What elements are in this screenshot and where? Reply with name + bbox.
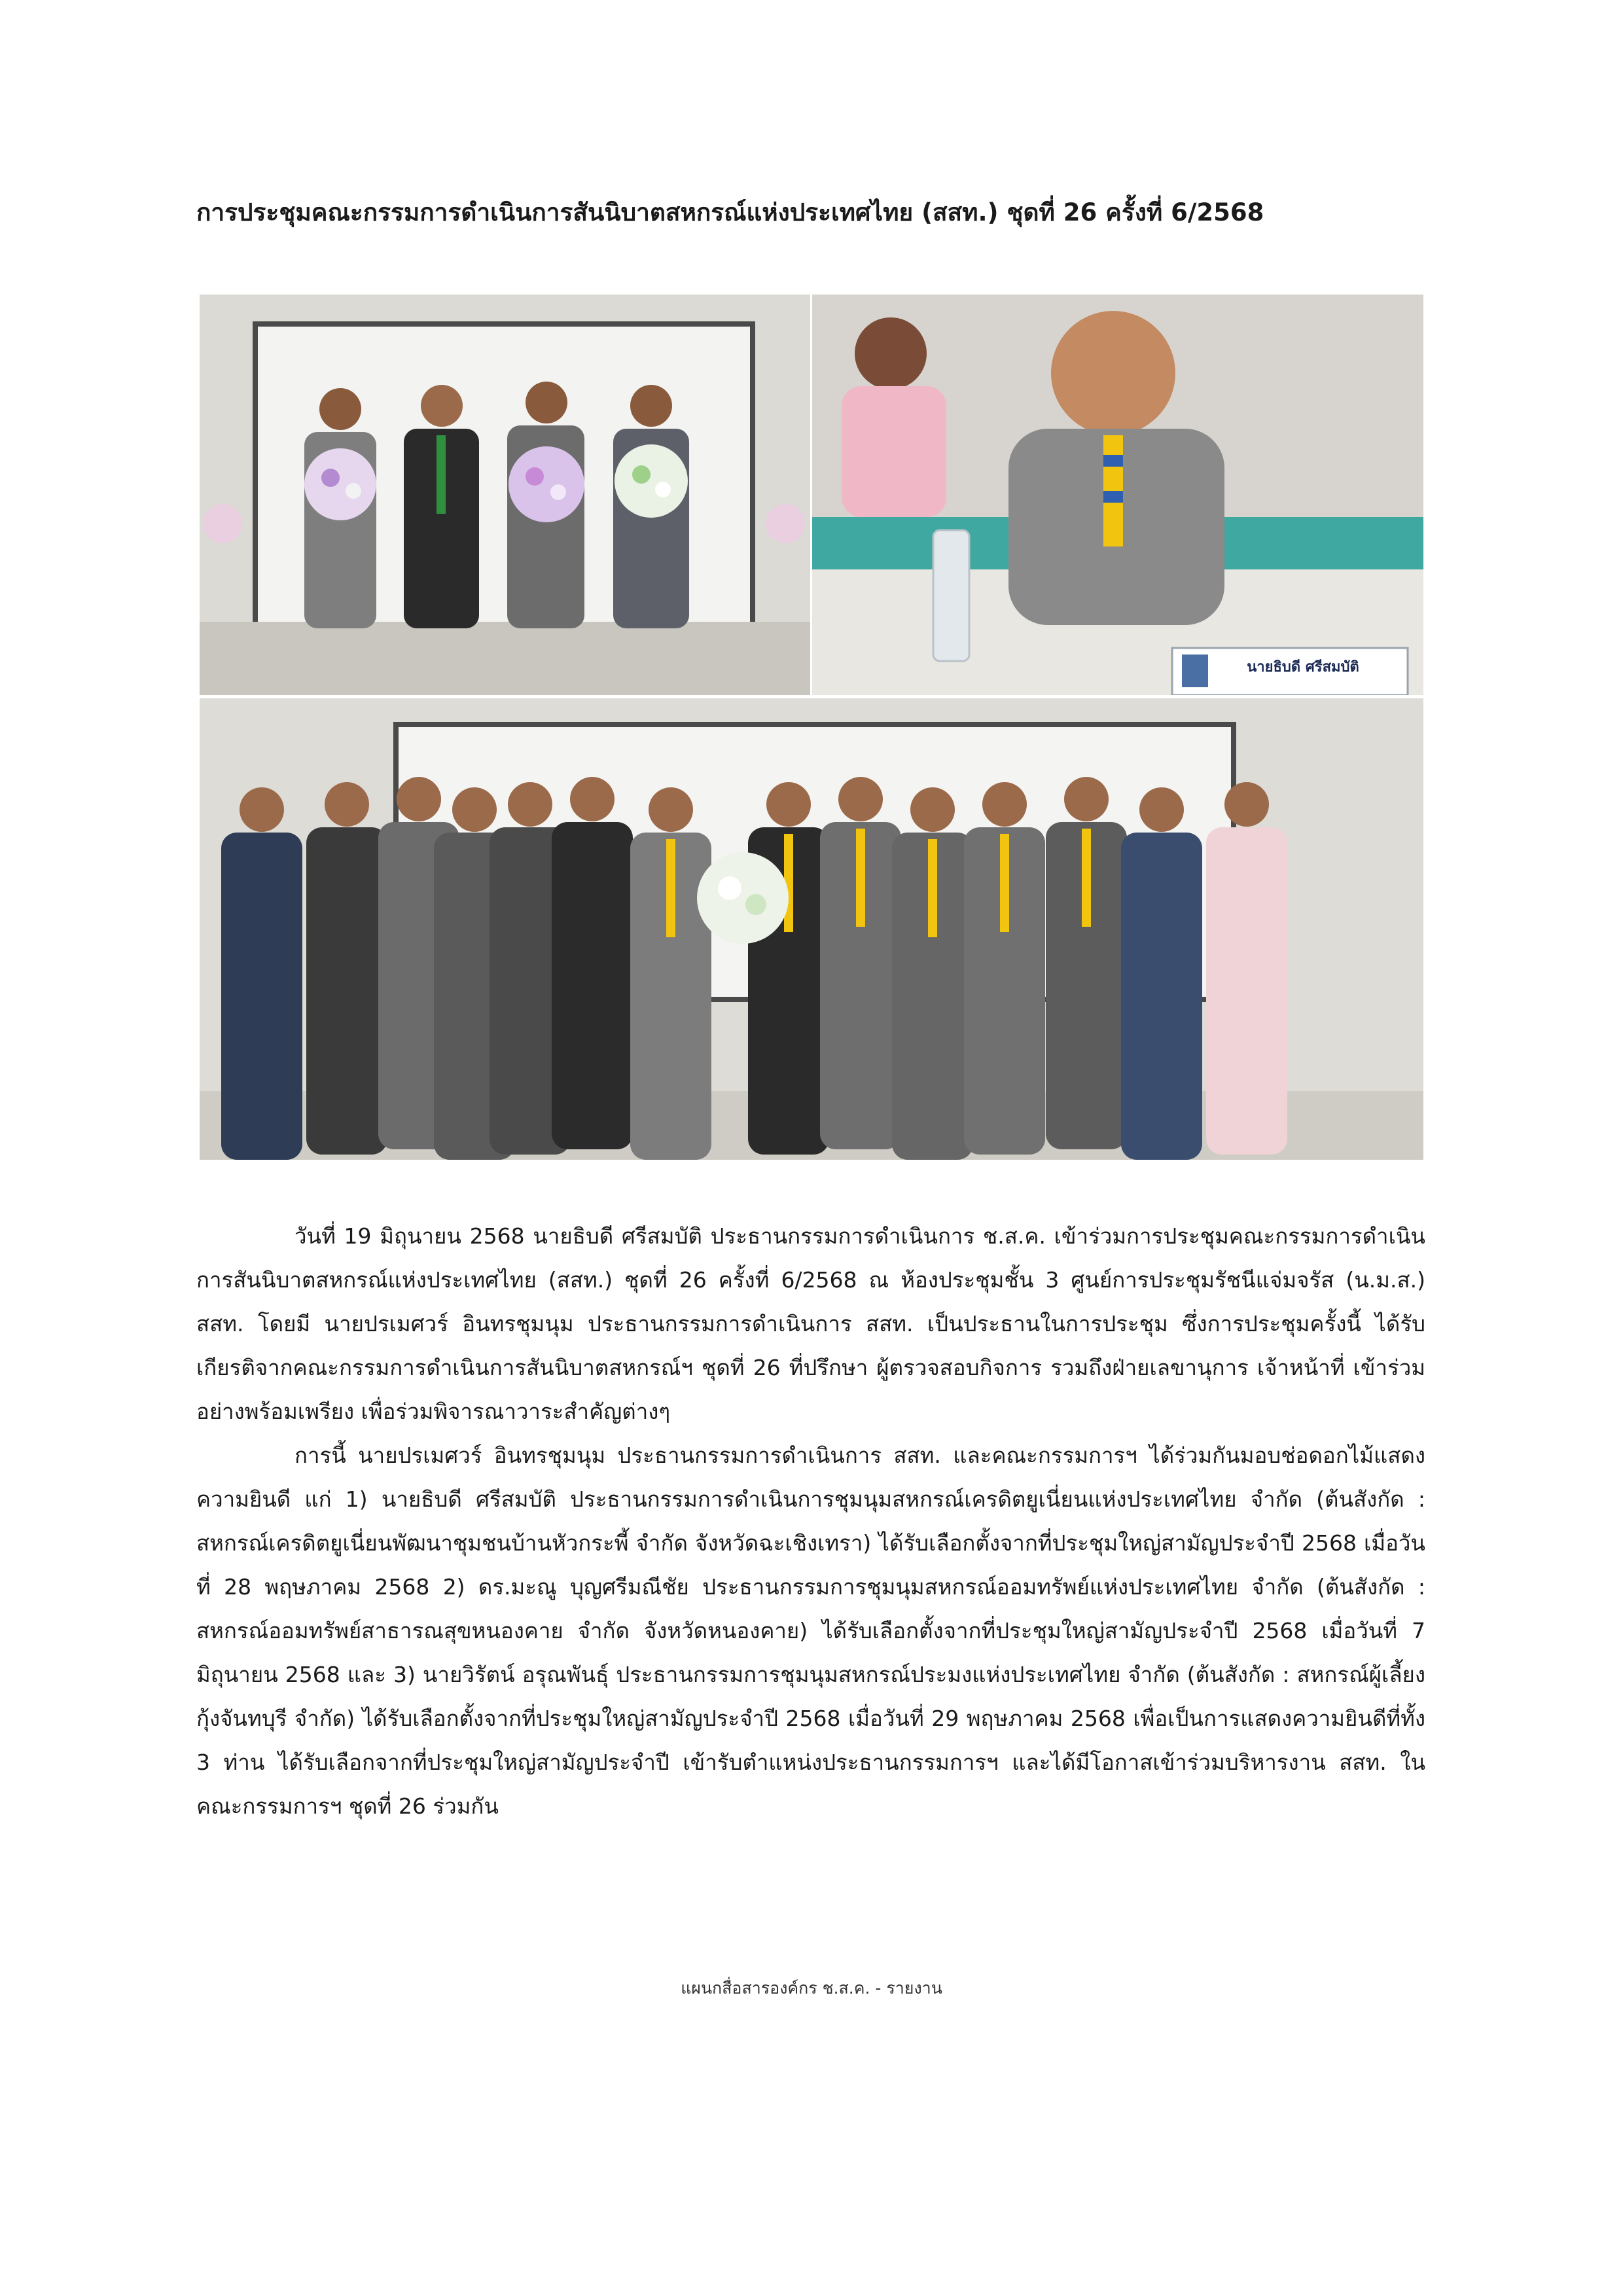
person-head [397, 777, 441, 821]
person-body [306, 827, 387, 1155]
person-body [221, 833, 302, 1160]
person-head [649, 787, 693, 832]
page-title: การประชุมคณะกรรมการดำเนินการสันนิบาตสหกรณ์แห่งประเทศไทย (สสท.) ชุดที่ 26 ครั้งที่ 6/2568 [196, 198, 1264, 226]
person-tie [1000, 834, 1009, 932]
person-body [552, 822, 633, 1149]
person-head [982, 782, 1027, 827]
person-head [508, 782, 552, 827]
person-head [1064, 777, 1109, 821]
person-head [1139, 787, 1184, 832]
person-head [325, 782, 369, 827]
paragraph-2: การนี้ นายปรเมศวร์ อินทรชุมนุม ประธานกรรมการดำเนินการ สสท. และคณะกรรมการฯ ได้ร่วมกันมอบช่อดอกไม้แสดงความยินดี แก่ 1) นายธิบดี ศรีสมบัติ ประธานกรรมการดำเนินการชุมนุมสหกรณ์เครดิตยูเนี่ยนแห่งประเทศไทย จำกัด (ต้นสังกัด : สหกรณ์เครดิตยูเนี่ยนพัฒนาชุมชนบ้านหัวกระพี้ จำกัด จังหวัดฉะเชิงเทรา) ได้รับเลือกตั้งจากที่ประชุมใหญ่สามัญประจำปี 2568 เมื่อวันที่ 28 พฤษภาคม 2568 2) ดร.มะณู บุญศรีมณีชัย ประธานกรรมการชุมนุมสหกรณ์ออมทรัพย์แห่งประเทศไทย จำกัด (ต้นสังกัด : สหกรณ์ออมทรัพย์สาธารณสุขหนองคาย จำกัด จังหวัดหนองคาย) ได้รับเลือกตั้งจากที่ประชุมใหญ่สามัญประจำปี 2568 เมื่อวันที่ 7 มิถุนายน 2568 และ 3) นายวิรัตน์ อรุณพันธุ์ ประธานกรรมการชุมนุมสหกรณ์ประมงแห่งประเทศไทย จำกัด (ต้นสังกัด : สหกรณ์ผู้เลี้ยงกุ้งจันทบุรี จำกัด) ได้รับเลือกตั้งจากที่ประชุมใหญ่สามัญประจำปี 2568 เมื่อวันที่ 29 พฤษภาคม 2568 เพื่อเป็นการแสดงความยินดีที่ทั้ง 3 ท่าน ได้รับเลือกจากที่ประชุมใหญ่สามัญประจำปี เข้ารับตำแหน่งประธานกรรมการฯ และได้มีโอกาสเข้าร่วมบริหารงาน สสท. ในคณะกรรมการฯ ชุดที่ 26 ร่วมกัน [196, 1443, 1425, 1819]
paragraph-1: วันที่ 19 มิถุนายน 2568 นายธิบดี ศรีสมบัติ ประธานกรรมการดำเนินการ ช.ส.ค. เข้าร่วมการประชุมคณะกรรมการดำเนินการสันนิบาตสหกรณ์แห่งประเทศไทย (สสท.) ชุดที่ 26 ครั้งที่ 6/2568 ณ ห้องประชุมชั้น 3 ศูนย์การประชุมรัชนีแจ่มจรัส (น.ม.ส.) สสท. โดยมี นายปรเมศวร์ อินทรชุมนุม ประธานกรรมการดำเนินการ สสท. เป็นประธานในการประชุม ซึ่งการประชุมครั้งนี้ ได้รับเกียรติจากคณะกรรมการดำเนินการสันนิบาตสหกรณ์ฯ ชุดที่ 26 ที่ปรึกษา ผู้ตรวจสอบกิจการ รวมถึงฝ่ายเลขานุการ เจ้าหน้าที่ เข้าร่วมอย่างพร้อมเพรียง เพื่อร่วมพิจารณาวาระสำคัญต่างๆ [196, 1223, 1425, 1424]
person-tie [928, 839, 937, 937]
photo-bouquet-presentation [200, 295, 810, 695]
person-head [452, 787, 497, 832]
person-head [838, 777, 883, 821]
person-tie [856, 829, 865, 927]
photo-seated-chairman [812, 295, 1423, 695]
person-head [766, 782, 811, 827]
person-head [1224, 782, 1269, 827]
person-head [570, 777, 615, 821]
person-tie [1082, 829, 1091, 927]
photo-group-committee [200, 698, 1423, 1160]
person-body [1121, 833, 1202, 1160]
page-footer: แผนกสื่อสารองค์กร ช.ส.ค. - รายงาน [681, 1979, 942, 1998]
person-head [910, 787, 955, 832]
person-body [1206, 827, 1287, 1155]
nameplate-name: นายธิบดี ศรีสมบัติ [1247, 659, 1359, 675]
article-body [196, 1214, 1425, 1828]
person-tie [666, 839, 675, 937]
person-head [240, 787, 284, 832]
